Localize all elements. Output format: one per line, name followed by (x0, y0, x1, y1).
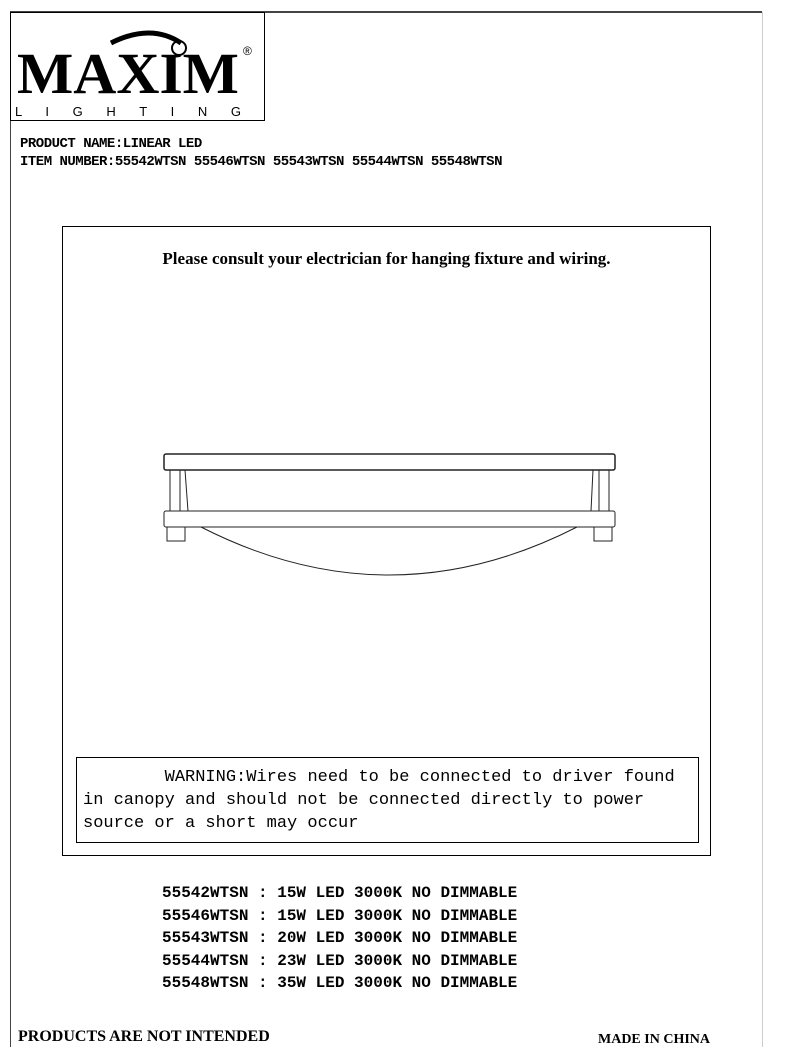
left-rule (10, 12, 11, 1047)
spec-line: 55548WTSN : 35W LED 3000K NO DIMMABLE (162, 974, 518, 992)
right-rule (762, 12, 763, 1047)
svg-text:L I G H T I N G: L I G H T I N G (15, 104, 241, 119)
spec-line: 55544WTSN : 23W LED 3000K NO DIMMABLE (162, 951, 518, 970)
product-name: PRODUCT NAME:LINEAR LED (20, 136, 202, 152)
maxim-lighting-logo (10, 12, 265, 121)
spec-line: 55542WTSN : 15W LED 3000K NO DIMMABLE (162, 884, 518, 902)
electrician-note: Please consult your electrician for hanging fixture and wiring. (162, 249, 611, 268)
svg-text:MAXIM: MAXIM (17, 41, 239, 106)
logo-graphic (11, 13, 264, 120)
warning-box (76, 757, 699, 843)
item-number: ITEM NUMBER:55542WTSN 55546WTSN 55543WTSN 55544WTSN 55548WTSN (20, 154, 502, 170)
spec-line: 55546WTSN : 15W LED 3000K NO DIMMABLE (162, 906, 518, 925)
spec-line: 55543WTSN : 20W LED 3000K NO DIMMABLE (162, 929, 518, 947)
warning-text: WARNING:Wires need to be connected to driver found in canopy and should not be connected directly to power source or a short may occur (83, 768, 685, 833)
svg-text:®: ® (243, 44, 252, 58)
spec-list (162, 882, 517, 995)
footer-left: PRODUCTS ARE NOT INTENDED (18, 1028, 270, 1045)
footer-right: MADE IN CHINA (598, 1032, 710, 1047)
